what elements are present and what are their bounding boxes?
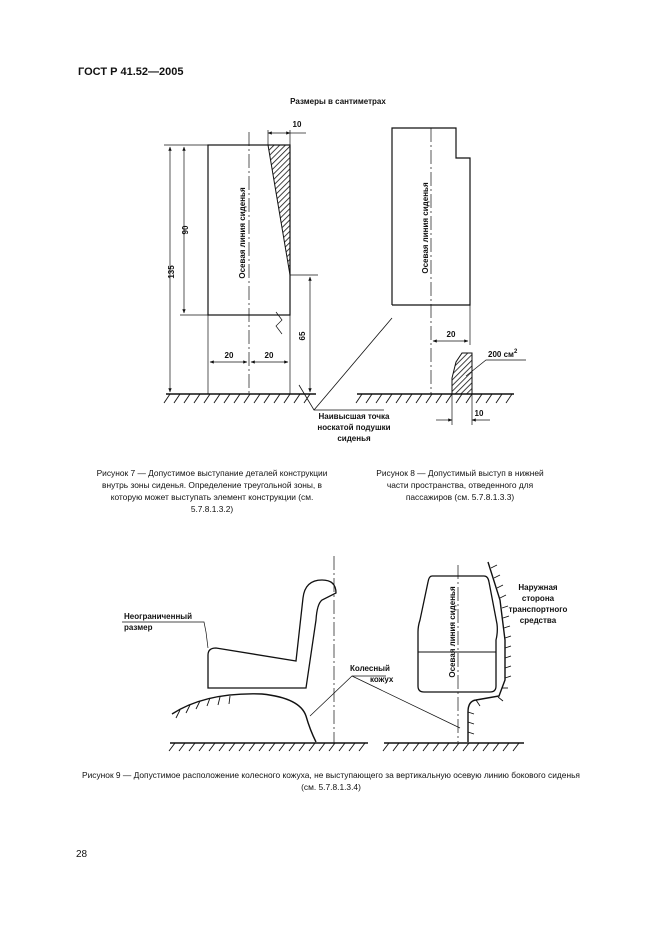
shared-callout-line3: сиденья — [337, 434, 371, 443]
shared-callout-line2: носкатой подушки — [317, 423, 391, 432]
fig9-outer-line4: средства — [519, 616, 557, 625]
fig7-dim-top: 10 — [292, 120, 302, 129]
units-note: Размеры в сантиметрах — [290, 97, 386, 106]
fig7-dim-b1: 20 — [224, 351, 234, 360]
figure9-left-drawing — [122, 556, 460, 751]
fig7-axis-label: Осевая линия сиденья — [238, 187, 247, 279]
fig9-axis-label: Осевая линия сиденья — [448, 586, 457, 678]
fig8-axis-label: Осевая линия сиденья — [421, 182, 430, 274]
shared-callout-line1: Наивысшая точка — [318, 412, 390, 421]
fig8-dim-20: 20 — [446, 330, 456, 339]
fig8-area-sup: 2 — [513, 349, 518, 355]
fig7-dim-135: 135 — [167, 265, 176, 279]
fig9-unlimited-line1: Неограниченный — [124, 612, 193, 621]
fig7-dim-65: 65 — [298, 331, 307, 341]
fig9-outer-line3: транспортного — [508, 605, 568, 614]
fig9-unlimited-line2: размер — [124, 623, 153, 632]
fig7-dim-b2: 20 — [264, 351, 274, 360]
document-header: ГОСТ Р 41.52—2005 — [78, 66, 184, 78]
fig9-wheel-line1: Колесный — [350, 664, 390, 673]
figure8-drawing — [356, 128, 526, 425]
fig8-dim-10: 10 — [474, 409, 484, 418]
fig9-wheel-line2: кожух — [370, 675, 394, 684]
fig7-dim-90: 90 — [181, 225, 190, 235]
figure8-caption: Рисунок 8 — Допустимый выступ в нижней части пространства, отведенного для пассажиров (см. 5.7.8.1.3.3) — [376, 468, 544, 502]
fig8-area-value: 200 см — [488, 350, 514, 359]
figure9-caption: Рисунок 9 — Допустимое расположение колесного кожуха, не выступающего за вертикальную осевую линию бокового сиденья (см. 5.7.8.1.3.4) — [82, 770, 580, 792]
page-number: 28 — [76, 849, 88, 860]
fig8-area-label — [488, 349, 518, 359]
figure7-caption: Рисунок 7 — Допустимое выступание деталей конструкции внутрь зоны сиденья. Определение треугольной зоны, в которую может выступать элемент конструкции (см. 5.7.8.1.3.2) — [96, 468, 328, 514]
callout-leaders — [299, 318, 392, 410]
fig9-outer-line1: Наружная — [518, 583, 558, 592]
fig9-outer-line2: сторона — [521, 594, 555, 603]
